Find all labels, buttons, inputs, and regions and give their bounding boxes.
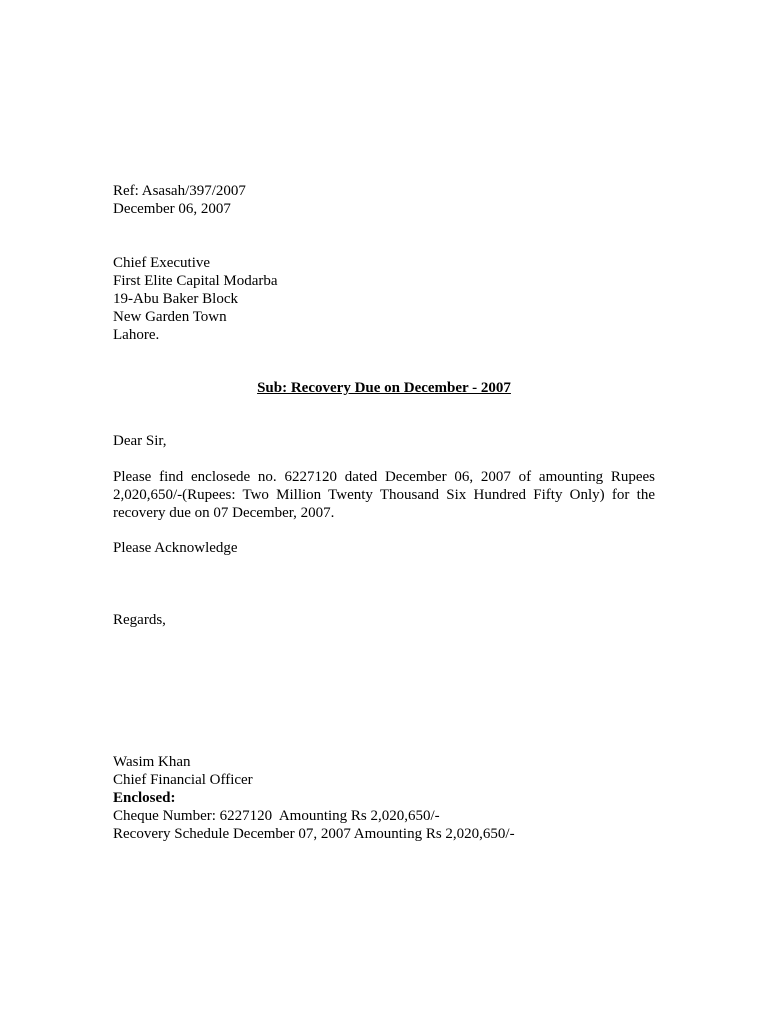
salutation-text: Dear Sir, xyxy=(113,433,167,449)
recipient-address-line-2: New Garden Town xyxy=(113,309,227,325)
closing-text: Regards, xyxy=(113,612,166,628)
reference-number: Ref: Asasah/397/2007 xyxy=(113,183,246,199)
recipient-address-line-1: 19-Abu Baker Block xyxy=(113,291,238,307)
signatory-name: Wasim Khan xyxy=(113,754,191,770)
recipient-company: First Elite Capital Modarba xyxy=(113,273,278,289)
recipient-title: Chief Executive xyxy=(113,255,211,271)
subject-line xyxy=(113,379,655,397)
letter-body: Please find enclosede no. 6227120 dated December 06, 2007 of amounting Rupees 2,020,650/-(Rupees: Two Million Twenty Thousand Six Hundred Fifty Only) for the recovery due on 07 December, 2007. xyxy=(113,469,655,521)
enclosed-item: Recovery Schedule December 07, 2007 Amounting Rs 2,020,650/- xyxy=(113,826,515,842)
signatory-title: Chief Financial Officer xyxy=(113,772,253,788)
closing xyxy=(113,611,655,629)
letter-date: December 06, 2007 xyxy=(113,201,231,217)
salutation xyxy=(113,432,655,450)
subject-text: Sub: Recovery Due on December - 2007 xyxy=(257,380,511,396)
recipient-address xyxy=(113,254,655,344)
acknowledge-text: Please Acknowledge xyxy=(113,540,238,556)
enclosed-label: Enclosed: xyxy=(113,790,176,806)
signature-block xyxy=(113,753,655,843)
recipient-city: Lahore. xyxy=(113,327,160,343)
acknowledge-request xyxy=(113,539,655,557)
enclosed-item: Cheque Number: 6227120 Amounting Rs 2,020,650/- xyxy=(113,808,440,824)
letter-header xyxy=(113,182,655,218)
